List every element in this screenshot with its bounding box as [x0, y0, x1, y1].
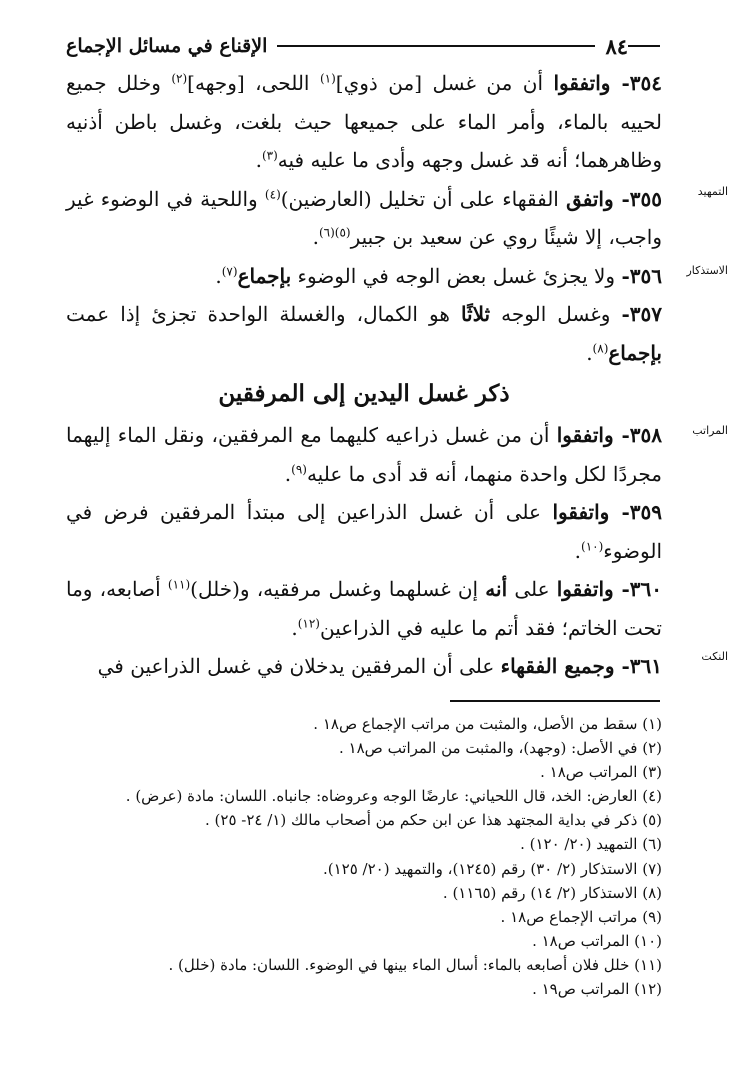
footnote-ref: (١١) — [167, 577, 191, 592]
paragraph-lead: ٣٥٤- واتفقوا — [553, 71, 663, 95]
paragraph-357 — [66, 295, 662, 372]
paragraph-lead: ٣٥٥- واتفق — [566, 186, 662, 211]
footnotes — [66, 712, 662, 1001]
footnote-separator — [450, 700, 660, 702]
paragraph-end: . — [284, 461, 292, 486]
paragraph-text: وغسل الوجه — [490, 302, 622, 326]
main-text — [66, 64, 662, 686]
paragraph-lead: ٣٦١- وجميع الفقهاء — [500, 654, 662, 678]
paragraph-end: . — [312, 225, 319, 249]
paragraph-360 — [66, 570, 662, 647]
paragraph-lead: ٣٥٩- واتفقوا — [552, 500, 662, 524]
footnote-8: (٨) الاستذكار (٢/ ١٤) رقم (١١٦٥) . — [442, 883, 662, 902]
header-rule-short — [628, 45, 660, 47]
paragraph-359 — [66, 493, 662, 570]
paragraph-text: هو الكمال، والغسلة الواحدة تجزئ إذا عمت — [66, 302, 461, 326]
running-header — [66, 30, 660, 62]
paragraph-lead: ٣٥٨- واتفقوا — [556, 423, 663, 447]
paragraph-355 — [66, 180, 662, 257]
paragraph-text: أن من غسل [من ذوي] — [335, 71, 554, 95]
footnote-ref: (١٠) — [581, 538, 604, 553]
footnote-ref: (٢) — [171, 71, 188, 86]
paragraph-text: أصابعه، وما تحت الخاتم؛ فقد أتم ما عليه في الذراعين — [66, 577, 662, 640]
footnote-ref: (٧) — [221, 263, 238, 278]
side-label-maratib: المراتب — [692, 424, 728, 437]
side-label-istidhkar: الاستذكار — [686, 264, 728, 277]
paragraph-text: إن غسلهما وغسل مرفقيه، و(خلل) — [190, 577, 486, 601]
footnote-4: (٤) العارض: الخد، قال اللحياني: عارضًا الوجه وعروضاه: جانباه. اللسان: مادة (عرض) . — [125, 787, 662, 806]
paragraph-end: . — [574, 538, 582, 563]
footnote-3: (٣) المراتب ص١٨ . — [540, 763, 662, 782]
paragraph-end: . — [215, 263, 222, 288]
footnote-ref: (٣) — [261, 148, 278, 163]
paragraph-text: اللحى، [وجهه] — [187, 71, 320, 95]
footnote-ref: (٥)(٦) — [318, 225, 351, 240]
paragraph-end: . — [255, 148, 262, 172]
paragraph-end: . — [586, 340, 593, 365]
paragraph-354 — [66, 64, 662, 180]
paragraph-text: ولا يجزئ غسل بعض الوجه في الوضوء — [291, 263, 622, 288]
footnote-1: (١) سقط من الأصل، والمثبت من مراتب الإجماع ص١٨ . — [313, 715, 662, 733]
paragraph-text: على أن غسل الذراعين إلى مبتدأ المرفقين فرض في الوضوء — [66, 500, 662, 563]
footnote-12: (١٢) المراتب ص١٩ . — [532, 980, 662, 999]
footnote-2: (٢) في الأصل: (وجهد)، والمثبت من المراتب ص١٨ . — [339, 739, 662, 758]
side-label-tamhid: التمهيد — [697, 185, 728, 198]
footnote-ref: (٨) — [592, 340, 609, 355]
header-rule — [277, 45, 595, 47]
paragraph-bold: بإجماع — [237, 263, 292, 288]
paragraph-358 — [66, 416, 662, 493]
paragraph-361 — [66, 647, 662, 686]
page-number: ٨٤ — [605, 33, 628, 59]
footnote-5: (٥) ذكر في بداية المجتهد هذا عن ابن حكم من أصحاب مالك (١/ ٢٤- ٢٥) . — [205, 811, 662, 830]
footnote-ref: (٤) — [264, 186, 281, 201]
footnote-ref: (١) — [319, 71, 336, 86]
paragraph-text: أن من غسل ذراعيه كليهما مع المرفقين، ونقل الماء إليهما مجردًا لكل واحدة منهما، أنه قد أدى ما عليه — [66, 423, 662, 486]
paragraph-text: على أن المرفقين يدخلان في غسل الذراعين في — [97, 654, 501, 678]
side-label-nukat: النكت — [701, 650, 728, 663]
footnote-11: (١١) خلل فلان أصابعه بالماء: أسال الماء بينها في الوضوء. اللسان: مادة (خلل) . — [168, 955, 662, 974]
footnote-10: (١٠) المراتب ص١٨ . — [532, 931, 662, 950]
paragraph-text: على — [507, 577, 557, 601]
footnote-ref: (٩) — [291, 461, 307, 476]
paragraph-lead: ٣٥٧- — [621, 302, 663, 326]
paragraph-text: واللحية في الوضوء غير واجب، إلا شيئًا روي عن سعيد بن جبير — [66, 186, 662, 249]
paragraph-356 — [66, 257, 662, 296]
paragraph-bold: أنه — [485, 577, 508, 601]
paragraph-bold: بإجماع — [608, 340, 662, 365]
paragraph-lead: ٣٦٠- واتفقوا — [556, 577, 662, 601]
running-title: الإقناع في مسائل الإجماع — [66, 35, 268, 57]
paragraph-lead: ٣٥٦- — [621, 263, 662, 288]
paragraph-end: . — [291, 615, 298, 640]
footnote-6: (٦) التمهيد (٢٠/ ١٢٠) . — [520, 835, 662, 854]
footnote-7: (٧) الاستذكار (٢/ ٣٠) رقم (١٢٤٥)، والتمهيد (٢٠/ ١٢٥). — [322, 859, 662, 878]
footnote-9: (٩) مراتب الإجماع ص١٨ . — [500, 907, 662, 926]
paragraph-text: وخلل جميع لحييه بالماء، وأمر الماء على جميعها حيث بلغت، وغسل باطن أذنيه وظاهرهما؛ أنه قد غسل وجهه وأدى ما عليه فيه — [66, 71, 662, 172]
footnote-ref: (١٢) — [297, 615, 320, 630]
paragraph-text: الفقهاء على أن تخليل (العارضين) — [280, 186, 567, 211]
paragraph-bold: ثلاثًا — [460, 302, 491, 326]
section-heading: ذكر غسل اليدين إلى المرفقين — [218, 380, 510, 407]
